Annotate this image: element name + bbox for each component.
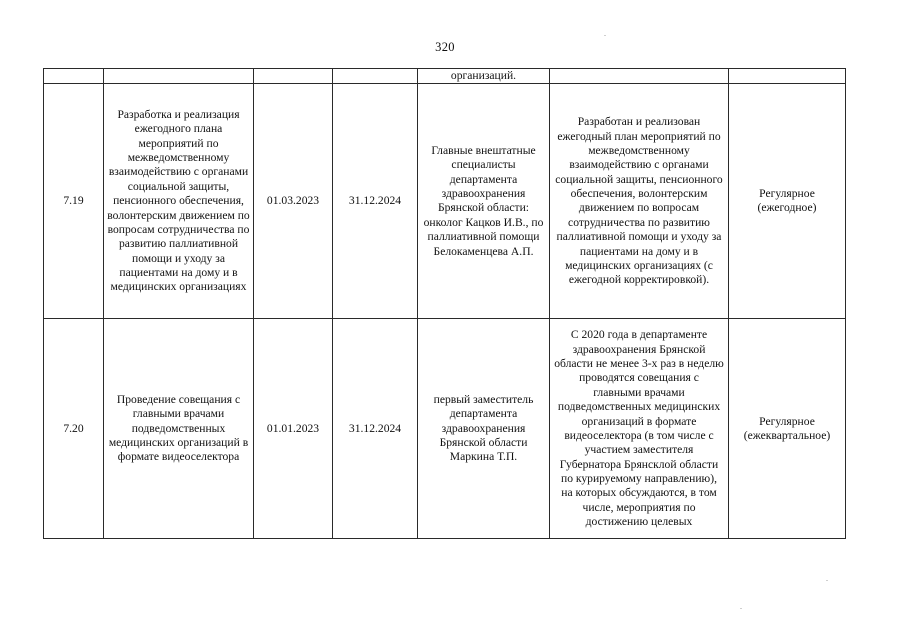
start-date: 01.01.2023 <box>266 421 320 435</box>
scan-speck <box>740 608 742 609</box>
end-date-cell <box>333 319 418 539</box>
responsible-cell <box>418 69 550 84</box>
frequency-cell <box>729 84 846 319</box>
activity-cell <box>104 84 254 319</box>
row-number: 7.20 <box>63 421 84 435</box>
activity-text: Проведение совещания с главными врачами подведомственных медицинских организаций в формате видеоселектора <box>108 392 249 464</box>
activity-cell <box>104 319 254 539</box>
frequency-cell <box>729 69 846 84</box>
table-row <box>44 319 846 539</box>
frequency-cell <box>729 319 846 539</box>
result-cell <box>550 319 729 539</box>
scan-speck <box>826 580 828 581</box>
frequency-text: Регулярное (ежегодное) <box>757 187 817 215</box>
start-date-cell <box>254 84 333 319</box>
result-text: С 2020 года в департаменте здравоохранения Брянской области не менее 3-х раз в неделю проводятся совещания с главными врачами подведомственных медицинских организаций в формате видеоселектора (в том числе с участием заместителя Губернатора Брянсклой области по курируемому направлению), на которых обсуждаются, в том числе, мероприятия по достижению целевых <box>554 328 724 529</box>
table-row <box>44 84 846 319</box>
activity-text: Разработка и реализация ежегодного плана мероприятий по межведомственному взаимодействию с органами социальной защиты, пенсионного обеспечения, волонтерским движением по вопросам сотрудничества по развитию паллиативной помощи и уходу за пациентами на дому и в медицинских организациях <box>107 107 250 294</box>
start-date: 01.03.2023 <box>266 194 320 208</box>
num-cell <box>44 84 104 319</box>
measures-table <box>43 68 846 539</box>
responsible-cell <box>418 84 550 319</box>
frequency-text: Регулярное (ежеквартальное) <box>743 414 831 442</box>
responsible-cell <box>418 319 550 539</box>
responsible-text: Главные внештатные специалисты департамента здравоохранения Брянской области: онколог Кацков И.В., по паллиативной помощи Белокаменцева А.П. <box>423 143 544 258</box>
row-number: 7.19 <box>63 194 84 208</box>
start-date-cell <box>254 319 333 539</box>
start-date-cell <box>254 69 333 84</box>
num-cell <box>44 319 104 539</box>
end-date-cell <box>333 84 418 319</box>
end-date-cell <box>333 69 418 84</box>
responsible-text: первый заместитель департамента здравоохранения Брянской области Маркина Т.П. <box>433 392 534 464</box>
table-row-continuation <box>44 69 846 84</box>
scan-speck <box>604 35 606 36</box>
result-cell <box>550 69 729 84</box>
activity-cell <box>104 69 254 84</box>
num-cell <box>44 69 104 84</box>
end-date: 31.12.2024 <box>348 194 402 208</box>
page-number: 320 <box>435 40 455 54</box>
result-cell <box>550 84 729 319</box>
end-date: 31.12.2024 <box>348 421 402 435</box>
responsible-text: организаций. <box>450 69 517 82</box>
result-text: Разработан и реализован ежегодный план мероприятий по межведомственному взаимодействию с органами социальной защиты, пенсионного обеспечения, волонтерским движением по вопросам сотрудничества по развитию паллиативной помощи и уходу за пациентами на дому и в медицинских организациях (с ежегодной корректировкой). <box>555 115 723 287</box>
